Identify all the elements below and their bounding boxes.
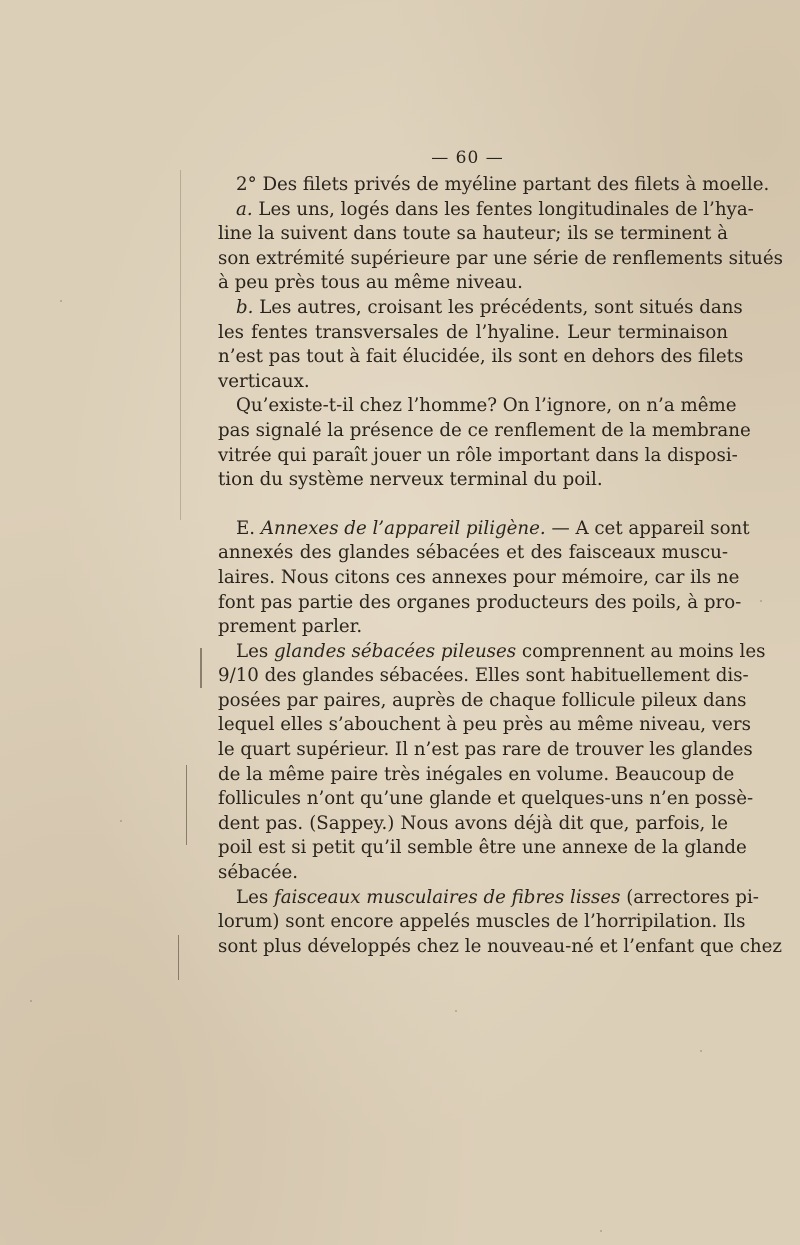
- body-text: [218, 173, 783, 959]
- section-heading-line: E. Annexes de l’appareil piligène. — A cet appareil sont: [236, 517, 750, 539]
- text-line: de la même paire très inégales en volume. Beaucoup de: [218, 763, 735, 785]
- paper-speck: [120, 820, 122, 822]
- text-line: prement parler.: [218, 616, 363, 638]
- text-line: follicules n’ont qu’une glande et quelques-uns n’en possè-: [218, 788, 754, 810]
- text-line: sébacée.: [218, 862, 299, 884]
- paper-speck: [30, 1000, 32, 1002]
- text-line: pas signalé la présence de ce renflement de la membrane: [218, 419, 751, 441]
- margin-line-mark: [180, 170, 181, 520]
- paper-speck: [600, 1230, 602, 1232]
- text-line: a. Les uns, logés dans les fentes longitudinales de l’hya-: [236, 198, 754, 220]
- text-line: dent pas. (Sappey.) Nous avons déjà dit que, parfois, le: [218, 812, 728, 834]
- text-line: Les glandes sébacées pileuses comprennent au moins les: [236, 640, 766, 662]
- text-line: Qu’existe-t-il chez l’homme? On l’ignore, on n’a même: [236, 395, 737, 417]
- text-line: n’est pas tout à fait élucidée, ils sont en dehors des filets: [218, 346, 744, 368]
- text-line: b. Les autres, croisant les précédents, sont situés dans: [236, 296, 743, 318]
- paper-speck: [455, 1010, 457, 1012]
- text-line: vitrée qui paraît jouer un rôle important dans la disposi-: [218, 444, 738, 466]
- text-line: annexés des glandes sébacées et des faisceaux muscu-: [218, 542, 728, 564]
- margin-pencil-mark: [200, 648, 202, 688]
- text-line: line la suivent dans toute sa hauteur; ils se terminent à: [218, 223, 728, 245]
- italic-phrase: glandes sébacées pileuses: [273, 640, 517, 662]
- margin-pencil-mark: [178, 935, 179, 980]
- italic-phrase: b.: [236, 296, 254, 318]
- text-line: sont plus développés chez le nouveau-né et l’enfant que chez: [218, 935, 782, 957]
- margin-pencil-mark: [186, 765, 187, 845]
- text-line: 9/10 des glandes sébacées. Elles sont habituellement dis-: [218, 665, 749, 687]
- text-line: à peu près tous au même niveau.: [218, 272, 523, 294]
- text-line: tion du système nerveux terminal du poil.: [218, 469, 603, 491]
- text-line: laires. Nous citons ces annexes pour mémoire, car ils ne: [218, 566, 740, 588]
- page-number: — 60 —: [431, 148, 504, 168]
- section-gap: [218, 493, 728, 517]
- paper-speck: [760, 600, 762, 602]
- text-line: lorum) sont encore appelés muscles de l’horripilation. Ils: [218, 911, 746, 933]
- text-line: posées par paires, auprès de chaque follicule pileux dans: [218, 689, 747, 711]
- text-line: Les faisceaux musculaires de fibres lisses (arrectores pi-: [236, 886, 759, 908]
- text-line: verticaux.: [218, 370, 310, 392]
- text-line: font pas partie des organes producteurs des poils, à pro-: [218, 591, 742, 613]
- paper-speck: [60, 300, 62, 302]
- italic-phrase: faisceaux musculaires de fibres lisses: [273, 886, 621, 908]
- italic-phrase: a.: [236, 198, 253, 220]
- text-line: poil est si petit qu’il semble être une annexe de la glande: [218, 837, 747, 859]
- text-line: son extrémité supérieure par une série de renflements situés: [218, 247, 783, 269]
- text-line: les fentes transversales de l’hyaline. Leur terminaison: [218, 321, 728, 343]
- text-line: lequel elles s’abouchent à peu près au même niveau, vers: [218, 714, 751, 736]
- italic-phrase: Annexes de l’appareil piligène.: [260, 517, 546, 539]
- paper-speck: [700, 1050, 702, 1052]
- text-line: le quart supérieur. Il n’est pas rare de trouver les glandes: [218, 739, 753, 761]
- text-line: 2° Des filets privés de myéline partant des filets à moelle.: [236, 174, 770, 195]
